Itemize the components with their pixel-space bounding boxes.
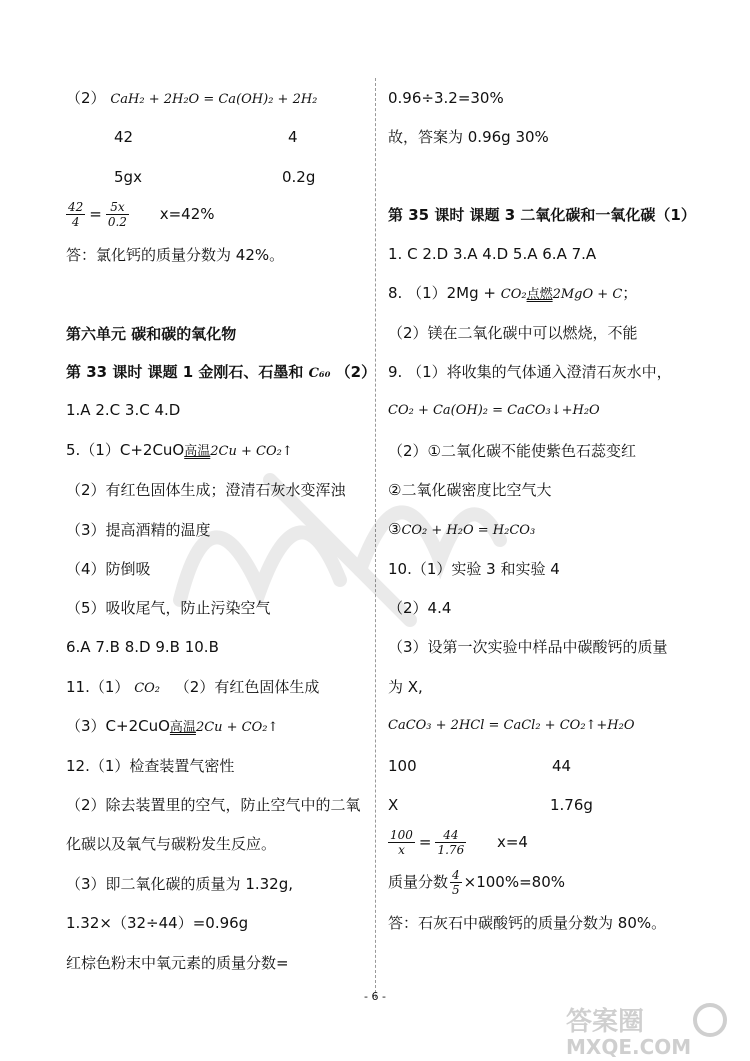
answer-row: 8. （1）2Mg + CO₂点燃2MgO + C； xyxy=(388,284,638,302)
answer-row: （2）①二氧化碳不能使紫色石蕊变红 xyxy=(388,442,636,460)
lesson-title: 第 35 课时 课题 3 二氧化碳和一氧化碳（1） xyxy=(388,206,696,224)
page-number: - 6 - xyxy=(364,990,386,1003)
ratio-value: 44 xyxy=(552,757,572,775)
answer-row: 5.（1）C+2CuO高温2Cu + CO₂↑ xyxy=(66,441,293,459)
item-label: （2） xyxy=(66,89,106,107)
answer-text: 答：石灰石中碳酸钙的质量分数为 80%。 xyxy=(388,914,667,932)
ratio-value: 5gx xyxy=(114,168,142,186)
eq-line-cah2 xyxy=(66,88,317,110)
fraction: $\frac{42}{4}$ xyxy=(68,200,84,229)
answer-row: 1.32×（32÷44）=0.96g xyxy=(66,914,249,932)
answer-text: 答：氯化钙的质量分数为 42%。 xyxy=(66,246,285,264)
ratio-value: 1.76g xyxy=(550,796,593,814)
answer-row: （5）吸收尾气，防止污染空气 xyxy=(66,599,271,617)
answer-row: 6.A 7.B 8.D 9.B 10.B xyxy=(66,638,219,656)
answer-row: （2）镁在二氧化碳中可以燃烧，不能 xyxy=(388,324,638,342)
proportion-line: $\frac{100}{x}$ = $\frac{44}{1.76}$ x=4 xyxy=(390,828,528,857)
lesson-title: 第 33 课时 课题 1 金刚石、石墨和 C₆₀ （2） xyxy=(66,363,377,381)
ratio-value: 0.2g xyxy=(282,168,316,186)
answer-row: ②二氧化碳密度比空气大 xyxy=(388,481,552,499)
ratio-value: 42 xyxy=(114,128,134,146)
background-stamp-graphic xyxy=(150,420,530,640)
ratio-value: 4 xyxy=(288,128,298,146)
ratio-value: X xyxy=(388,796,399,814)
fraction: $\frac{5x}{0.2}$ xyxy=(107,200,127,229)
answer-row: 10.（1）实验 3 和实验 4 xyxy=(388,560,560,578)
answer-row: （3）设第一次实验中样品中碳酸钙的质量 xyxy=(388,638,668,656)
answer-row: （2）有红色固体生成；澄清石灰水变浑浊 xyxy=(66,481,346,499)
result-text: x=4 xyxy=(496,833,528,851)
answer-row: 质量分数 $\frac{4}{5}$ ×100%=80% xyxy=(388,868,566,897)
answer-row: 红棕色粉末中氧元素的质量分数= xyxy=(66,954,289,972)
fraction: $\frac{44}{1.76}$ xyxy=(437,828,465,857)
ratio-value: 100 xyxy=(388,757,417,775)
answer-row: 9. （1）将收集的气体通入澄清石灰水中， xyxy=(388,363,672,381)
chemical-equation: CO₂ + Ca(OH)₂ = CaCO₃↓+H₂O xyxy=(388,403,600,418)
proportion-line: $\frac{42}{4}$ = $\frac{5x}{0.2}$ x=42% xyxy=(68,200,215,229)
fraction: $\frac{4}{5}$ xyxy=(452,868,460,897)
answer-row: ③CO₂ + H₂O = H₂CO₃ xyxy=(388,520,536,538)
answer-row: （3）提高酒精的温度 xyxy=(66,521,211,539)
answer-row: 11.（1） CO₂ （2）有红色固体生成 xyxy=(66,678,320,696)
chemical-equation: CaCO₃ + 2HCl = CaCl₂ + CO₂↑+H₂O xyxy=(388,718,635,733)
answer-row: 故，答案为 0.96g 30% xyxy=(388,128,549,146)
answer-row: 化碳以及氧气与碳粉发生反应。 xyxy=(66,835,277,853)
svg-text:答案圈: 答案圈 xyxy=(566,1007,645,1037)
fraction: $\frac{100}{x}$ xyxy=(390,828,413,857)
watermark-logo xyxy=(560,1000,740,1058)
answer-row: （4）防倒吸 xyxy=(66,560,151,578)
answer-row: 1. C 2.D 3.A 4.D 5.A 6.A 7.A xyxy=(388,245,597,263)
answer-row: （3）C+2CuO高温2Cu + CO₂↑ xyxy=(66,717,279,735)
answer-row: 12.（1）检查装置气密性 xyxy=(66,757,235,775)
unit-title: 第六单元 碳和碳的氧化物 xyxy=(66,325,237,343)
svg-text:MXQE.COM: MXQE.COM xyxy=(566,1035,692,1058)
chemical-equation: CaH₂ + 2H₂O = Ca(OH)₂ + 2H₂ xyxy=(110,92,318,107)
answer-row: （2）4.4 xyxy=(388,599,452,617)
answer-row: 为 X, xyxy=(388,678,423,696)
result-text: x=42% xyxy=(159,205,215,223)
answer-row: （2）除去装置里的空气，防止空气中的二氧 xyxy=(66,796,361,814)
answer-row: （3）即二氧化碳的质量为 1.32g, xyxy=(66,875,294,893)
answer-row: 0.96÷3.2=30% xyxy=(388,89,504,107)
answer-row: 1.A 2.C 3.C 4.D xyxy=(66,401,181,419)
